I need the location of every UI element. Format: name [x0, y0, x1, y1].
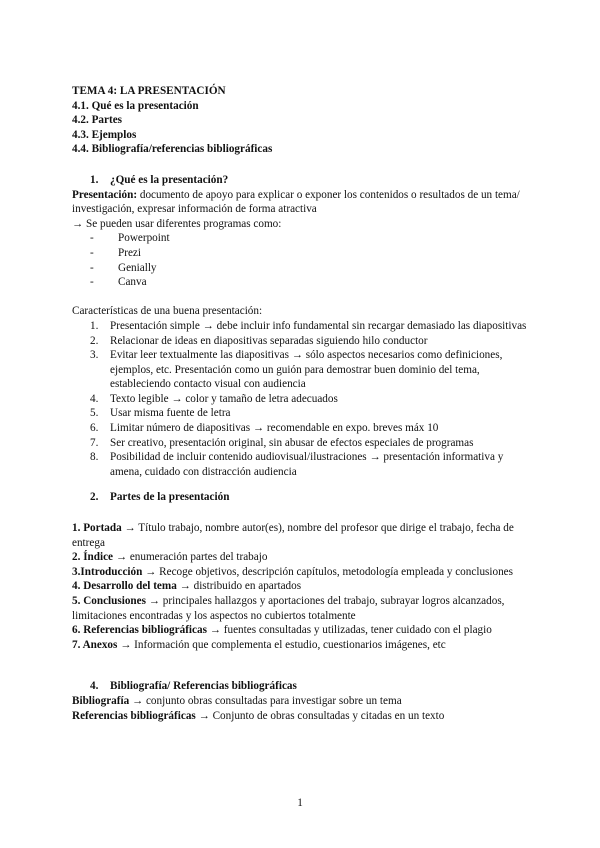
definition-text: documento de apoyo para explicar o exponer los contenidos o resultados de un tema/ investigación, expresar información de forma atractiva [72, 188, 520, 216]
list-item [90, 436, 532, 451]
programs-intro: → Se pueden usar diferentes programas como: [72, 217, 282, 230]
features-intro: Características de una buena presentación: [72, 305, 263, 318]
part-entry [72, 521, 532, 550]
part-term: 7. Anexos [72, 638, 118, 651]
section-title: Bibliografía/ Referencias bibliográficas [110, 680, 297, 693]
item-number: 3. [90, 349, 99, 362]
item-text: Ser creativo, presentación original, sin abusar de efectos especiales de programas [110, 436, 474, 449]
list-item [90, 392, 532, 407]
part-term: 5. Conclusiones [72, 595, 146, 607]
toc-item: 4.3. Ejemplos [72, 128, 137, 141]
item-text: Posibilidad de incluir contenido audiovisual/ilustraciones → presentación informativa y amena, cuidado con distracción audiencia [110, 451, 504, 478]
item-number: 1. [90, 319, 99, 332]
definition-term: Presentación: [72, 188, 138, 201]
section-number: 2. [90, 491, 99, 504]
part-entry [72, 550, 532, 565]
features-list [72, 319, 532, 480]
part-entry [72, 594, 532, 623]
section-1-heading [90, 173, 532, 188]
list-item: - Prezi [90, 246, 532, 261]
item-text: Presentación simple → debe incluir info fundamental sin recargar demasiado las diapositivas [110, 319, 527, 332]
definition-line [72, 694, 532, 709]
item-number: 4. [90, 392, 99, 405]
part-term: 1. Portada [72, 522, 122, 535]
part-text: → Título trabajo, nombre autor(es), nombre del profesor que dirige el trabajo, fecha de entrega [72, 522, 514, 549]
item-number: 7. [90, 436, 99, 449]
section-title: Partes de la presentación [110, 491, 230, 504]
item-number: 5. [90, 407, 99, 420]
part-text: → enumeración partes del trabajo [113, 551, 268, 564]
part-text: → fuentes consultadas y utilizadas, tener cuidado con el plagio [206, 624, 492, 637]
list-item [90, 421, 532, 436]
part-text: → distribuido en apartados [176, 580, 302, 593]
section-title: ¿Qué es la presentación? [110, 173, 229, 186]
list-item [90, 319, 532, 334]
part-term: 2. Índice [72, 551, 114, 564]
item-number: 6. [90, 422, 99, 435]
list-item [90, 450, 532, 479]
item-text: Usar misma fuente de letra [110, 407, 231, 420]
definition-line [72, 709, 532, 724]
parts-list [72, 521, 532, 652]
list-item [90, 334, 532, 349]
table-of-contents [72, 84, 532, 157]
part-entry [72, 623, 532, 638]
section-4-heading [90, 679, 532, 694]
toc-item: 4.2. Partes [72, 114, 123, 127]
part-term: 4. Desarrollo del tema [72, 580, 177, 593]
item-number: 2. [90, 334, 99, 347]
topic-title: TEMA 4: LA PRESENTACIÓN [72, 85, 226, 97]
toc-item: 4.1. Qué es la presentación [72, 99, 199, 112]
list-item [90, 406, 532, 421]
item-text: Relacionar de ideas en diapositivas separadas siguiendo hilo conductor [110, 334, 428, 347]
item-text: Texto legible → color y tamaño de letra adecuados [110, 392, 338, 405]
part-term: 6. Referencias bibliográficas [72, 624, 207, 637]
definition-term: Bibliografía [72, 694, 130, 707]
definition-paragraph [72, 188, 532, 217]
list-item: - Genially [90, 261, 532, 276]
definition-term: Referencias bibliográficas [72, 709, 196, 722]
part-term: 3.Introducción [72, 565, 143, 578]
part-text: → principales hallazgos y aportaciones del trabajo, subrayar logros alcanzados, limitaciones encontradas y los aspectos no cubiertos totalmente [72, 595, 505, 622]
item-text: Evitar leer textualmente las diapositivas → sólo aspectos necesarios como definiciones, ejemplos, etc. Presentación como un guión para demostrar buen dominio del tema, estableciendo contacto visual con audiencia [110, 349, 503, 391]
list-item: - Canva [90, 275, 532, 290]
part-entry [72, 638, 532, 653]
page-number: 1 [297, 797, 303, 809]
section-number: 4. [90, 680, 99, 693]
item-text: Limitar número de diapositivas → recomendable en expo. breves máx 10 [110, 422, 439, 435]
item-number: 8. [90, 451, 99, 464]
document-page [72, 84, 532, 723]
section-2-heading [90, 490, 532, 505]
part-entry [72, 565, 532, 580]
definition-text: → Conjunto de obras consultadas y citadas en un texto [195, 709, 445, 722]
list-item: - Powerpoint [90, 231, 532, 246]
list-item [90, 348, 532, 392]
section-number: 1. [90, 173, 99, 186]
definition-text: → conjunto obras consultadas para investigar sobre un tema [129, 694, 402, 707]
part-entry [72, 579, 532, 594]
part-text: → Recoge objetivos, descripción capítulos, metodología empleada y conclusiones [142, 565, 514, 578]
programs-list [72, 231, 532, 289]
part-text: → Información que complementa el estudio, cuestionarios imágenes, etc [117, 638, 446, 651]
toc-item: 4.4. Bibliografía/referencias bibliográficas [72, 143, 273, 156]
